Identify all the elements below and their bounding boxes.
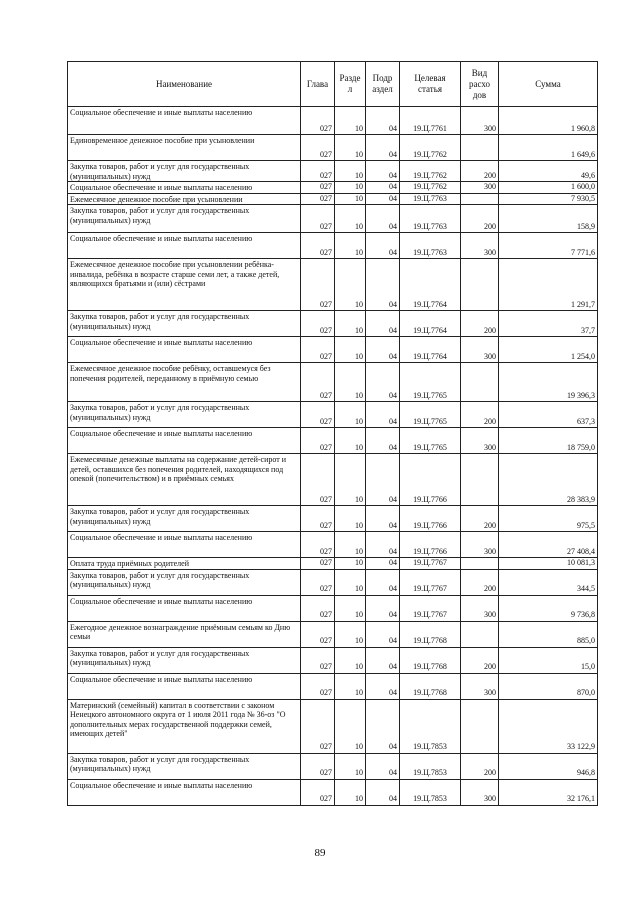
- vid-cell: 300: [461, 595, 499, 621]
- target-cell: 19.Ц.7766: [400, 506, 461, 532]
- glava-cell: 027: [301, 337, 335, 363]
- glava-cell: 027: [301, 621, 335, 647]
- table-row: [68, 779, 598, 805]
- name-cell: Ежемесячное денежное пособие при усыновлении ребёнка-инвалида, ребёнка в возрасте старше семи лет, а также детей, являющихся братьями и (или) сёстрами: [68, 259, 301, 311]
- podrazdel-cell: 04: [366, 753, 400, 779]
- header-name: Наименование: [68, 62, 301, 107]
- glava-cell: 027: [301, 454, 335, 506]
- podrazdel-cell: 04: [366, 259, 400, 311]
- razdel-cell: 10: [335, 569, 366, 595]
- vid-cell: 200: [461, 161, 499, 182]
- name-cell: Закупка товаров, работ и услуг для государственных (муниципальных) нужд: [68, 311, 301, 337]
- vid-cell: 200: [461, 402, 499, 428]
- glava-cell: 027: [301, 161, 335, 182]
- name-cell: Закупка товаров, работ и услуг для государственных (муниципальных) нужд: [68, 402, 301, 428]
- sum-cell: 33 122,9: [499, 699, 598, 753]
- target-cell: 19.Ц.7768: [400, 647, 461, 673]
- glava-cell: 027: [301, 402, 335, 428]
- razdel-cell: 10: [335, 363, 366, 402]
- name-cell: Социальное обеспечение и иные выплаты населению: [68, 182, 301, 194]
- glava-cell: 027: [301, 506, 335, 532]
- vid-cell: [461, 699, 499, 753]
- name-cell: Социальное обеспечение и иные выплаты населению: [68, 779, 301, 805]
- sum-cell: 975,5: [499, 506, 598, 532]
- header-row: [68, 62, 598, 107]
- vid-cell: [461, 621, 499, 647]
- podrazdel-cell: 04: [366, 428, 400, 454]
- vid-cell: 200: [461, 569, 499, 595]
- target-cell: 19.Ц.7766: [400, 454, 461, 506]
- name-cell: Материнский (семейный) капитал в соответствии с законом Ненецкого автономного округа от 1 июля 2011 года № 36-оз "О дополнительных мерах государственной поддержки семей, имеющих детей": [68, 699, 301, 753]
- budget-table: [67, 61, 598, 806]
- glava-cell: 027: [301, 779, 335, 805]
- table-row: [68, 161, 598, 182]
- sum-cell: 7 930,5: [499, 193, 598, 205]
- razdel-cell: 10: [335, 161, 366, 182]
- razdel-cell: 10: [335, 311, 366, 337]
- table-row: [68, 506, 598, 532]
- vid-cell: 300: [461, 673, 499, 699]
- table-row: [68, 402, 598, 428]
- glava-cell: 027: [301, 193, 335, 205]
- sum-cell: 946,8: [499, 753, 598, 779]
- name-cell: Закупка товаров, работ и услуг для государственных (муниципальных) нужд: [68, 569, 301, 595]
- table-row: [68, 532, 598, 558]
- name-cell: Закупка товаров, работ и услуг для государственных (муниципальных) нужд: [68, 205, 301, 233]
- target-cell: 19.Ц.7767: [400, 595, 461, 621]
- podrazdel-cell: 04: [366, 779, 400, 805]
- header-target: Целевая статья: [400, 62, 461, 107]
- target-cell: 19.Ц.7765: [400, 428, 461, 454]
- name-cell: Ежемесячное денежное пособие ребёнку, оставшемуся без попечения родителей, переданному в приёмную семью: [68, 363, 301, 402]
- vid-cell: 300: [461, 182, 499, 194]
- podrazdel-cell: 04: [366, 558, 400, 570]
- name-cell: Ежегодное денежное вознаграждение приёмным семьям ко Дню семьи: [68, 621, 301, 647]
- glava-cell: 027: [301, 363, 335, 402]
- name-cell: Ежемесячное денежное пособие при усыновлении: [68, 193, 301, 205]
- sum-cell: 344,5: [499, 569, 598, 595]
- target-cell: 19.Ц.7763: [400, 205, 461, 233]
- sum-cell: 870,0: [499, 673, 598, 699]
- razdel-cell: 10: [335, 193, 366, 205]
- target-cell: 19.Ц.7763: [400, 193, 461, 205]
- sum-cell: 1 649,6: [499, 135, 598, 161]
- name-cell: Закупка товаров, работ и услуг для государственных (муниципальных) нужд: [68, 753, 301, 779]
- glava-cell: 027: [301, 595, 335, 621]
- name-cell: Социальное обеспечение и иные выплаты населению: [68, 428, 301, 454]
- razdel-cell: 10: [335, 673, 366, 699]
- table-row: [68, 337, 598, 363]
- vid-cell: 300: [461, 532, 499, 558]
- podrazdel-cell: 04: [366, 454, 400, 506]
- table-row: [68, 428, 598, 454]
- razdel-cell: 10: [335, 107, 366, 135]
- glava-cell: 027: [301, 428, 335, 454]
- sum-cell: 637,3: [499, 402, 598, 428]
- sum-cell: 32 176,1: [499, 779, 598, 805]
- podrazdel-cell: 04: [366, 337, 400, 363]
- target-cell: 19.Ц.7768: [400, 673, 461, 699]
- podrazdel-cell: 04: [366, 402, 400, 428]
- razdel-cell: 10: [335, 779, 366, 805]
- target-cell: 19.Ц.7853: [400, 753, 461, 779]
- glava-cell: 027: [301, 532, 335, 558]
- table-row: [68, 558, 598, 570]
- podrazdel-cell: 04: [366, 569, 400, 595]
- razdel-cell: 10: [335, 621, 366, 647]
- table-row: [68, 753, 598, 779]
- glava-cell: 027: [301, 259, 335, 311]
- sum-cell: 7 771,6: [499, 233, 598, 259]
- name-cell: Социальное обеспечение и иные выплаты населению: [68, 595, 301, 621]
- vid-cell: [461, 558, 499, 570]
- razdel-cell: 10: [335, 558, 366, 570]
- vid-cell: 300: [461, 779, 499, 805]
- vid-cell: [461, 363, 499, 402]
- vid-cell: 300: [461, 337, 499, 363]
- glava-cell: 027: [301, 569, 335, 595]
- table-row: [68, 454, 598, 506]
- vid-cell: 200: [461, 647, 499, 673]
- header-razdel: Разде л: [335, 62, 366, 107]
- sum-cell: 19 396,3: [499, 363, 598, 402]
- razdel-cell: 10: [335, 182, 366, 194]
- vid-cell: 200: [461, 753, 499, 779]
- podrazdel-cell: 04: [366, 135, 400, 161]
- glava-cell: 027: [301, 753, 335, 779]
- vid-cell: [461, 135, 499, 161]
- target-cell: 19.Ц.7766: [400, 532, 461, 558]
- podrazdel-cell: 04: [366, 647, 400, 673]
- table-row: [68, 311, 598, 337]
- name-cell: Социальное обеспечение и иные выплаты населению: [68, 233, 301, 259]
- table-row: [68, 107, 598, 135]
- target-cell: 19.Ц.7767: [400, 569, 461, 595]
- target-cell: 19.Ц.7762: [400, 161, 461, 182]
- table-row: [68, 673, 598, 699]
- sum-cell: 49,6: [499, 161, 598, 182]
- name-cell: Единовременное денежное пособие при усыновлении: [68, 135, 301, 161]
- podrazdel-cell: 04: [366, 233, 400, 259]
- vid-cell: [461, 454, 499, 506]
- vid-cell: 200: [461, 311, 499, 337]
- name-cell: Социальное обеспечение и иные выплаты населению: [68, 107, 301, 135]
- name-cell: Закупка товаров, работ и услуг для государственных (муниципальных) нужд: [68, 506, 301, 532]
- glava-cell: 027: [301, 107, 335, 135]
- table-body: [68, 107, 598, 806]
- page-number: 89: [314, 847, 326, 859]
- name-cell: Социальное обеспечение и иные выплаты населению: [68, 532, 301, 558]
- razdel-cell: 10: [335, 402, 366, 428]
- podrazdel-cell: 04: [366, 532, 400, 558]
- podrazdel-cell: 04: [366, 107, 400, 135]
- podrazdel-cell: 04: [366, 205, 400, 233]
- podrazdel-cell: 04: [366, 363, 400, 402]
- razdel-cell: 10: [335, 647, 366, 673]
- table-row: [68, 699, 598, 753]
- sum-cell: 885,0: [499, 621, 598, 647]
- sum-cell: 1 600,0: [499, 182, 598, 194]
- podrazdel-cell: 04: [366, 699, 400, 753]
- razdel-cell: 10: [335, 259, 366, 311]
- target-cell: 19.Ц.7765: [400, 363, 461, 402]
- name-cell: Закупка товаров, работ и услуг для государственных (муниципальных) нужд: [68, 161, 301, 182]
- vid-cell: 200: [461, 205, 499, 233]
- vid-cell: 300: [461, 428, 499, 454]
- table-row: [68, 205, 598, 233]
- header-vid: Вид расхо дов: [461, 62, 499, 107]
- razdel-cell: 10: [335, 454, 366, 506]
- razdel-cell: 10: [335, 699, 366, 753]
- sum-cell: 1 960,8: [499, 107, 598, 135]
- glava-cell: 027: [301, 233, 335, 259]
- table-row: [68, 569, 598, 595]
- glava-cell: 027: [301, 205, 335, 233]
- target-cell: 19.Ц.7764: [400, 337, 461, 363]
- sum-cell: 15,0: [499, 647, 598, 673]
- target-cell: 19.Ц.7762: [400, 135, 461, 161]
- razdel-cell: 10: [335, 532, 366, 558]
- sum-cell: 27 408,4: [499, 532, 598, 558]
- target-cell: 19.Ц.7765: [400, 402, 461, 428]
- razdel-cell: 10: [335, 428, 366, 454]
- target-cell: 19.Ц.7853: [400, 699, 461, 753]
- table-row: [68, 182, 598, 194]
- razdel-cell: 10: [335, 205, 366, 233]
- razdel-cell: 10: [335, 595, 366, 621]
- vid-cell: 300: [461, 107, 499, 135]
- vid-cell: 200: [461, 506, 499, 532]
- glava-cell: 027: [301, 311, 335, 337]
- sum-cell: 158,9: [499, 205, 598, 233]
- podrazdel-cell: 04: [366, 621, 400, 647]
- razdel-cell: 10: [335, 233, 366, 259]
- name-cell: Социальное обеспечение и иные выплаты населению: [68, 337, 301, 363]
- glava-cell: 027: [301, 647, 335, 673]
- podrazdel-cell: 04: [366, 673, 400, 699]
- glava-cell: 027: [301, 135, 335, 161]
- name-cell: Ежемесячные денежные выплаты на содержание детей-сирот и детей, оставшихся без попечения родителей, находящихся под опекой (попечительством) и в приёмных семьях: [68, 454, 301, 506]
- header-glava: Глава: [301, 62, 335, 107]
- sum-cell: 37,7: [499, 311, 598, 337]
- vid-cell: 300: [461, 233, 499, 259]
- header-sum: Сумма: [499, 62, 598, 107]
- table-row: [68, 135, 598, 161]
- table-row: [68, 259, 598, 311]
- razdel-cell: 10: [335, 753, 366, 779]
- table-row: [68, 647, 598, 673]
- podrazdel-cell: 04: [366, 311, 400, 337]
- target-cell: 19.Ц.7764: [400, 311, 461, 337]
- target-cell: 19.Ц.7762: [400, 182, 461, 194]
- razdel-cell: 10: [335, 135, 366, 161]
- podrazdel-cell: 04: [366, 161, 400, 182]
- sum-cell: 1 291,7: [499, 259, 598, 311]
- target-cell: 19.Ц.7853: [400, 779, 461, 805]
- podrazdel-cell: 04: [366, 595, 400, 621]
- glava-cell: 027: [301, 673, 335, 699]
- razdel-cell: 10: [335, 337, 366, 363]
- name-cell: Закупка товаров, работ и услуг для государственных (муниципальных) нужд: [68, 647, 301, 673]
- razdel-cell: 10: [335, 506, 366, 532]
- name-cell: Социальное обеспечение и иные выплаты населению: [68, 673, 301, 699]
- glava-cell: 027: [301, 182, 335, 194]
- table-row: [68, 193, 598, 205]
- sum-cell: 18 759,0: [499, 428, 598, 454]
- sum-cell: 28 383,9: [499, 454, 598, 506]
- target-cell: 19.Ц.7764: [400, 259, 461, 311]
- table-row: [68, 621, 598, 647]
- podrazdel-cell: 04: [366, 506, 400, 532]
- podrazdel-cell: 04: [366, 193, 400, 205]
- header-podrazdel: Подр аздел: [366, 62, 400, 107]
- target-cell: 19.Ц.7767: [400, 558, 461, 570]
- vid-cell: [461, 259, 499, 311]
- target-cell: 19.Ц.7761: [400, 107, 461, 135]
- podrazdel-cell: 04: [366, 182, 400, 194]
- target-cell: 19.Ц.7768: [400, 621, 461, 647]
- table-row: [68, 233, 598, 259]
- sum-cell: 10 081,3: [499, 558, 598, 570]
- target-cell: 19.Ц.7763: [400, 233, 461, 259]
- glava-cell: 027: [301, 699, 335, 753]
- vid-cell: [461, 193, 499, 205]
- name-cell: Оплата труда приёмных родителей: [68, 558, 301, 570]
- sum-cell: 1 254,0: [499, 337, 598, 363]
- glava-cell: 027: [301, 558, 335, 570]
- table-row: [68, 595, 598, 621]
- table-row: [68, 363, 598, 402]
- sum-cell: 9 736,8: [499, 595, 598, 621]
